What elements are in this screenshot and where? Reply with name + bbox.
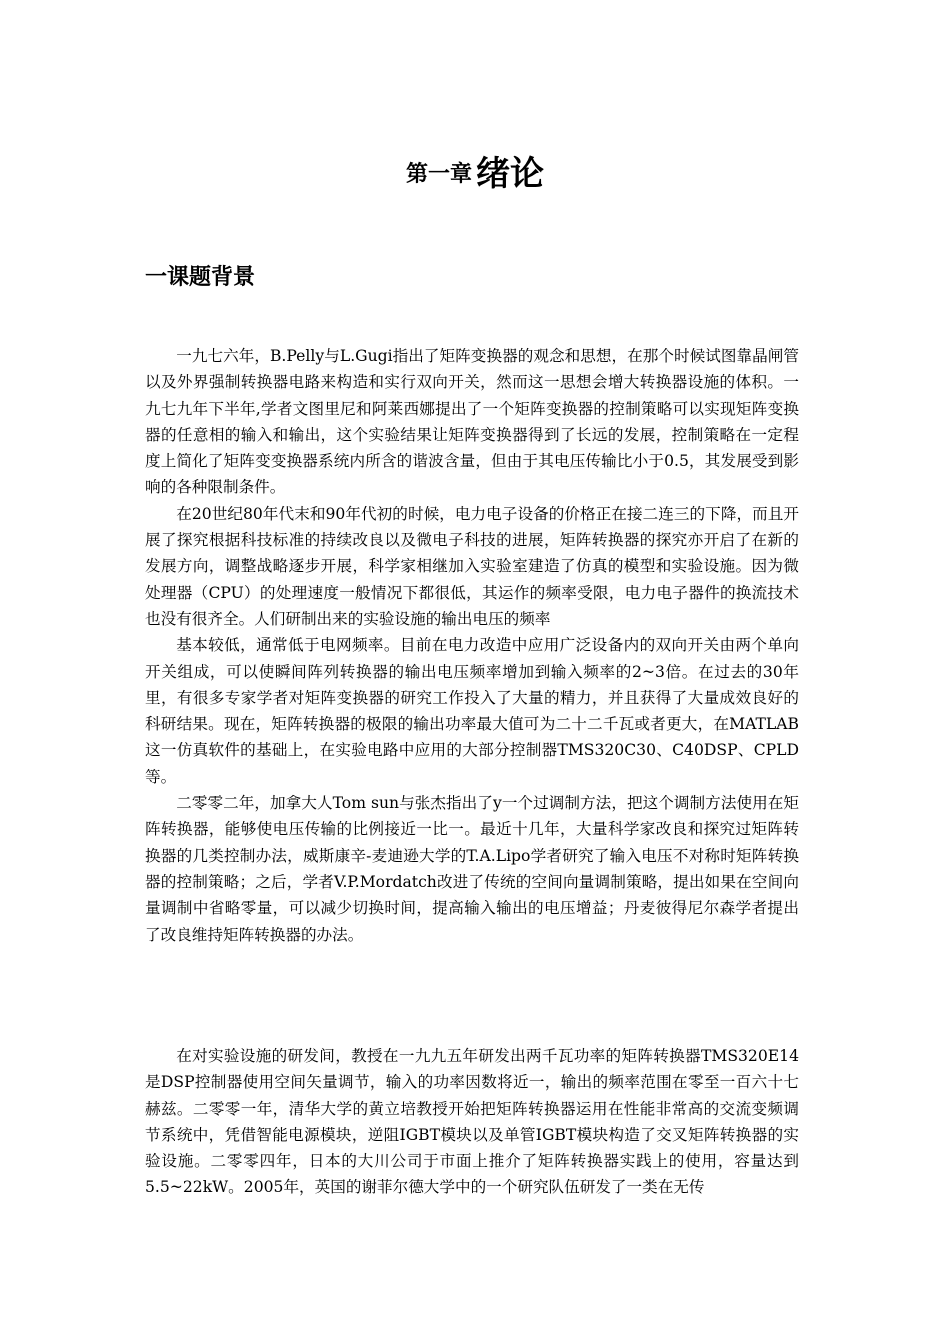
paragraph: 二零零二年，加拿大人Tom sun与张杰指出了y一个过调制方法，把这个调制方法使用在矩阵转换器，能够使电压传输的比例接近一比一。最近十几年，大量科学家改良和探究过矩阵转换器的几类控制办法，威斯康辛-麦迪逊大学的T.A.Lipo学者研究了输入电压不对称时矩阵转换器的控制策略；之后，学者V.P.Mordatch改进了传统的空间向量调制策略，提出如果在空间向量调制中省略零量，可以减少切换时间，提高输入输出的电压增益；丹麦彼得尼尔森学者提出了改良维持矩阵转换器的办法。 (145, 794, 799, 944)
paragraph: 在对实验设施的研发间，教授在一九九五年研发出两千瓦功率的矩阵转换器TMS320E14是DSP控制器使用空间矢量调节，输入的功率因数将近一，输出的频率范围在零至一百六十七赫兹。二零零一年，清华大学的黄立培教授开始把矩阵转换器运用在性能非常高的交流变频调节系统中，凭借智能电源模块，逆阻IGBT模块以及单管IGBT模块构造了交叉矩阵转换器的实验设施。二零零四年，日本的大川公司于市面上推介了矩阵转换器实践上的使用，容量达到5.5~22kW。2005年，英国的谢菲尔德大学中的一个研究队伍研发了一类在无传 (145, 1047, 799, 1197)
chapter-title (0, 146, 950, 195)
paragraph: 一九七六年，B.Pelly与L.Gugi指出了矩阵变换器的观念和思想，在那个时候试图靠晶闸管以及外界强制转换器电路来构造和实行双向开关，然而这一思想会增大转换器设施的体积。一九七九年下半年,学者文图里尼和阿莱西娜提出了一个矩阵变换器的控制策略可以实现矩阵变换器的任意相的输入和输出，这个实验结果让矩阵变换器得到了长远的发展，控制策略在一定程度上简化了矩阵变变换器系统内所含的谐波含量，但由于其电压传输比小于0.5，其发展受到影响的各种限制条件。 (145, 347, 799, 497)
body-text-block (145, 1043, 799, 1201)
body-text-block (145, 343, 799, 948)
section-heading: 一课题背景 (145, 265, 256, 290)
chapter-number-label: 第一章 (405, 162, 472, 187)
paragraph: 在20世纪80年代末和90年代初的时候，电力电子设备的价格正在接二连三的下降，而且开展了探究根据科技标准的持续改良以及微电子科技的进展，矩阵转换器的探究亦开启了在新的发展方向，调整战略逐步开展，科学家相继加入实验室建造了仿真的模型和实验设施。因为微处理器（CPU）的处理速度一般情况下都很低，其运作的频率受限，电力电子器件的换流技术也没有很齐全。人们研制出来的实验设施的输出电压的频率 (145, 504, 799, 628)
paragraph: 基本较低，通常低于电网频率。目前在电力改造中应用广泛设备内的双向开关由两个单向开关组成，可以使瞬间阵列转换器的输出电压频率增加到输入频率的2~3倍。在过去的30年里，有很多专家学者对矩阵变换器的研究工作投入了大量的精力，并且获得了大量成效良好的科研结果。现在，矩阵转换器的极限的输出功率最大值可为二十二千瓦或者更大，在MATLAB这一仿真软件的基础上，在实验电路中应用的大部分控制器TMS320C30、C40DSP、CPLD等。 (145, 636, 799, 786)
chapter-name: 绪论 (476, 154, 544, 194)
